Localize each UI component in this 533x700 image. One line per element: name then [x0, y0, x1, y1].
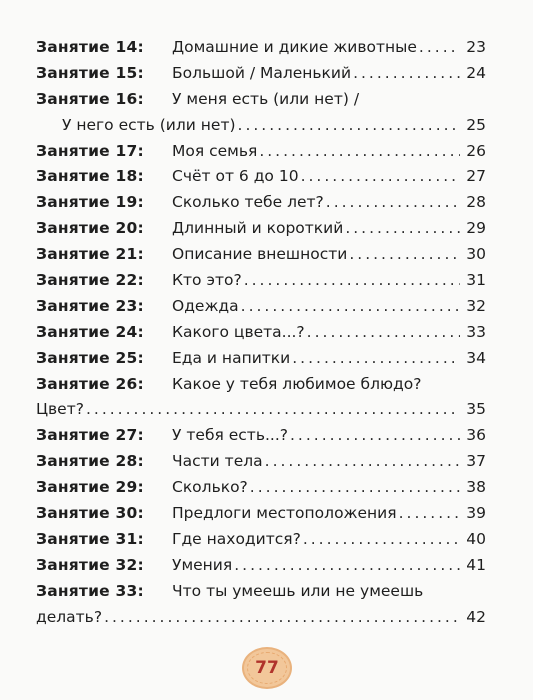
lesson-title: Предлоги местоположения	[172, 504, 397, 523]
toc-entry-23[interactable]	[36, 294, 486, 320]
dot-leader	[303, 527, 460, 553]
dot-leader	[292, 346, 460, 372]
lesson-label: Занятие 33:	[36, 581, 144, 600]
lesson-label: Занятие 28:	[36, 452, 144, 471]
lesson-label: Занятие 30:	[36, 504, 144, 523]
lesson-label: Занятие 25:	[36, 348, 144, 367]
lesson-label: Занятие 27:	[36, 426, 144, 445]
page-ref: 40	[466, 529, 486, 548]
toc-entry-17[interactable]	[36, 139, 486, 165]
toc-entry-16-continued[interactable]	[36, 113, 486, 139]
dot-leader	[259, 139, 460, 165]
page-ref: 35	[466, 400, 486, 419]
page-ref: 36	[466, 426, 486, 445]
page-ref: 34	[466, 348, 486, 367]
toc-entry-26[interactable]	[36, 372, 486, 398]
lesson-title: Какого цвета...?	[172, 322, 305, 341]
page-ref: 42	[466, 607, 486, 626]
page-ref: 29	[466, 219, 486, 238]
lesson-title: делать?	[36, 607, 103, 626]
page-ref: 27	[466, 167, 486, 186]
lesson-label: Занятие 15:	[36, 63, 144, 82]
lesson-title: Что ты умеешь или не умеешь	[172, 581, 424, 600]
page-ref: 33	[466, 322, 486, 341]
toc-entry-24[interactable]	[36, 320, 486, 346]
toc-entry-30[interactable]	[36, 501, 486, 527]
lesson-title: Части тела	[172, 452, 263, 471]
dot-leader	[250, 475, 460, 501]
lesson-title: Длинный и короткий	[172, 219, 344, 238]
dot-leader	[345, 216, 460, 242]
toc-entry-27[interactable]	[36, 423, 486, 449]
toc-entry-14[interactable]	[36, 35, 486, 61]
toc-entry-19[interactable]	[36, 190, 486, 216]
toc-entry-20[interactable]	[36, 216, 486, 242]
lesson-label: Занятие 31:	[36, 529, 144, 548]
page-ref: 31	[466, 271, 486, 290]
toc-entry-26-continued[interactable]	[36, 397, 486, 423]
lesson-label: Занятие 24:	[36, 322, 144, 341]
lesson-label: Занятие 19:	[36, 193, 144, 212]
toc-entry-22[interactable]	[36, 268, 486, 294]
dot-leader	[353, 61, 460, 87]
page-ref: 26	[466, 141, 486, 160]
dot-leader	[349, 242, 460, 268]
lesson-label: Занятие 16:	[36, 89, 144, 108]
toc-entry-21[interactable]	[36, 242, 486, 268]
lesson-title: Какое у тебя любимое блюдо?	[172, 374, 422, 393]
page-ref: 37	[466, 452, 486, 471]
lesson-title: Моя семья	[172, 141, 258, 160]
lesson-title: Кто это?	[172, 271, 242, 290]
lesson-title: Сколько тебе лет?	[172, 193, 324, 212]
dot-leader	[86, 397, 460, 423]
lesson-label: Занятие 29:	[36, 478, 144, 497]
page-ref: 28	[466, 193, 486, 212]
lesson-title: Одежда	[172, 296, 239, 315]
toc-entry-25[interactable]	[36, 346, 486, 372]
lesson-label: Занятие 20:	[36, 219, 144, 238]
lesson-label: Занятие 32:	[36, 555, 144, 574]
page-ref: 38	[466, 478, 486, 497]
page-ref: 41	[466, 555, 486, 574]
lesson-title: Большой / Маленький	[172, 63, 352, 82]
page-ref: 25	[466, 115, 486, 134]
lesson-title: Умения	[172, 555, 233, 574]
toc-entry-32[interactable]	[36, 553, 486, 579]
dot-leader	[241, 294, 460, 320]
table-of-contents	[36, 35, 486, 630]
dot-leader	[419, 35, 460, 61]
dot-leader	[234, 553, 460, 579]
lesson-label: Занятие 21:	[36, 245, 144, 264]
toc-entry-31[interactable]	[36, 527, 486, 553]
page-ref: 24	[466, 63, 486, 82]
dot-leader	[326, 190, 460, 216]
lesson-label: Занятие 23:	[36, 296, 144, 315]
dot-leader	[290, 423, 460, 449]
dot-leader	[399, 501, 460, 527]
page-number: 77	[255, 658, 279, 678]
lesson-title: Цвет?	[36, 400, 84, 419]
dot-leader	[265, 449, 460, 475]
toc-entry-18[interactable]	[36, 164, 486, 190]
dot-leader	[307, 320, 460, 346]
lesson-label: Занятие 22:	[36, 271, 144, 290]
page-ref: 39	[466, 504, 486, 523]
toc-entry-29[interactable]	[36, 475, 486, 501]
lesson-title: Описание внешности	[172, 245, 348, 264]
dot-leader	[301, 164, 460, 190]
toc-entry-28[interactable]	[36, 449, 486, 475]
lesson-label: Занятие 26:	[36, 374, 144, 393]
page-number-badge	[242, 647, 292, 689]
lesson-label: Занятие 18:	[36, 167, 144, 186]
dot-leader	[244, 268, 460, 294]
lesson-title: Еда и напитки	[172, 348, 291, 367]
lesson-title: Счёт от 6 до 10	[172, 167, 299, 186]
toc-entry-33-continued[interactable]	[36, 605, 486, 631]
page-ref: 30	[466, 245, 486, 264]
toc-entry-15[interactable]	[36, 61, 486, 87]
lesson-title: У меня есть (или нет) /	[172, 89, 360, 108]
dot-leader	[238, 113, 460, 139]
dot-leader	[104, 605, 460, 631]
toc-entry-33[interactable]	[36, 579, 486, 605]
page-ref: 23	[466, 38, 486, 56]
toc-entry-16[interactable]	[36, 87, 486, 113]
page-ref: 32	[466, 296, 486, 315]
lesson-title: Домашние и дикие животные	[172, 38, 417, 56]
lesson-title: У тебя есть...?	[172, 426, 288, 445]
lesson-label: Занятие 14:	[36, 38, 144, 56]
lesson-title: Сколько?	[172, 478, 248, 497]
lesson-title: У него есть (или нет)	[62, 115, 236, 134]
lesson-title: Где находится?	[172, 529, 301, 548]
lesson-label: Занятие 17:	[36, 141, 144, 160]
